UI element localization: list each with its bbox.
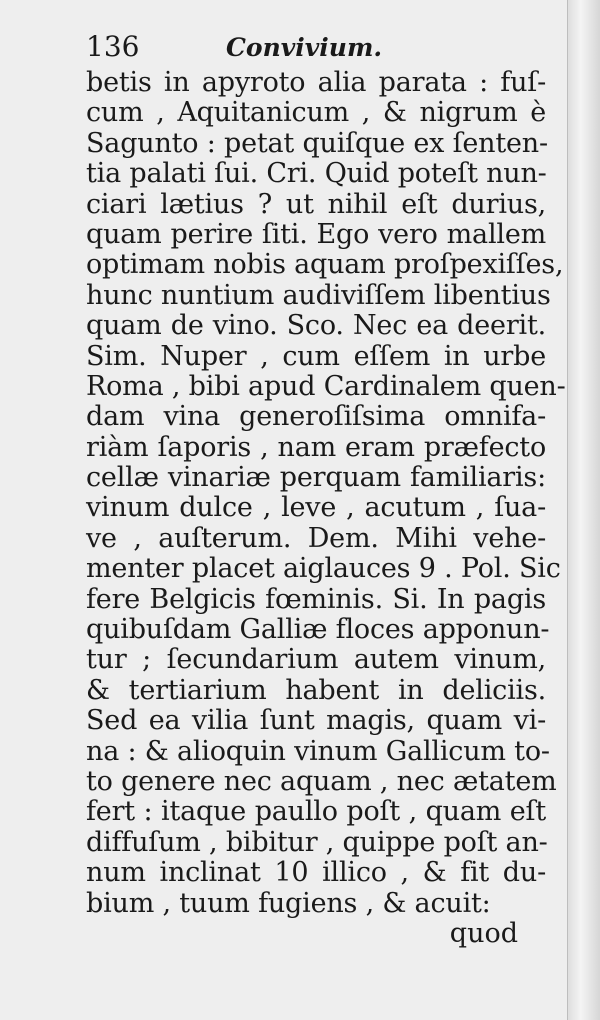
text-line: Sagunto : petat quiſque ex ſenten-	[86, 127, 548, 159]
catchword: quod	[449, 917, 518, 949]
text-line: quam perire ſiti. Ego vero mallem	[86, 218, 546, 250]
page-number: 136	[86, 30, 140, 63]
text-line: Sed ea vilia ſunt magis, quam vi-	[86, 705, 546, 737]
text-line: ciari lætius ? ut nihil eſt durius,	[86, 188, 546, 220]
text-line: ve , auſterum. Dem. Mihi vehe-	[86, 522, 546, 554]
running-head: Convivium.	[226, 33, 383, 62]
body-text	[86, 67, 566, 919]
text-line: cellæ vinariæ perquam familiaris:	[86, 462, 546, 494]
text-line: fert : itaque paullo poſt , quam eſt	[86, 796, 546, 828]
text-line: tur ; ſecundarium autem vinum,	[86, 644, 546, 676]
text-line: optimam nobis aquam proſpexiſſes,	[86, 249, 564, 281]
text-line: num inclinat 10 illico , & fit du-	[86, 857, 546, 889]
page-edge	[567, 0, 600, 1020]
text-line: quibuſdam Galliæ floces apponun-	[86, 614, 550, 646]
page-header	[86, 30, 546, 68]
text-line: na : & alioquin vinum Gallicum to-	[86, 735, 550, 767]
text-line: Roma , bibi apud Cardinalem quen-	[86, 370, 566, 402]
text-line: bium , tuum fugiens , & acuit:	[86, 887, 491, 919]
text-line: betis in apyroto alia parata : fuſ-	[86, 67, 546, 98]
text-line: menter placet aiglauces 9 . Pol. Sic	[86, 553, 561, 585]
text-block	[86, 30, 566, 949]
text-line: fere Belgicis fœminis. Si. In pagis	[86, 583, 546, 615]
text-line: riàm ſaporis , nam eram præfecto	[86, 431, 546, 463]
text-line: vinum dulce , leve , acutum , ſua-	[86, 492, 546, 524]
text-line: hunc nuntium audiviſſem libentius	[86, 279, 551, 311]
text-line: & tertiarium habent in deliciis.	[86, 674, 546, 706]
text-line: diffuſum , bibitur , quippe poſt an-	[86, 826, 548, 858]
text-line: Sim. Nuper , cum eſſem in urbe	[86, 340, 546, 372]
text-line: quam de vino. Sco. Nec ea deerit.	[86, 310, 546, 342]
text-line: tia palati ſui. Cri. Quid poteſt nun-	[86, 158, 547, 190]
text-line: cum , Aquitanicum , & nigrum è	[86, 97, 546, 129]
text-line: to genere nec aquam , nec ætatem	[86, 765, 557, 797]
text-line: dam vina generoſiſsima omnifa-	[86, 401, 546, 433]
